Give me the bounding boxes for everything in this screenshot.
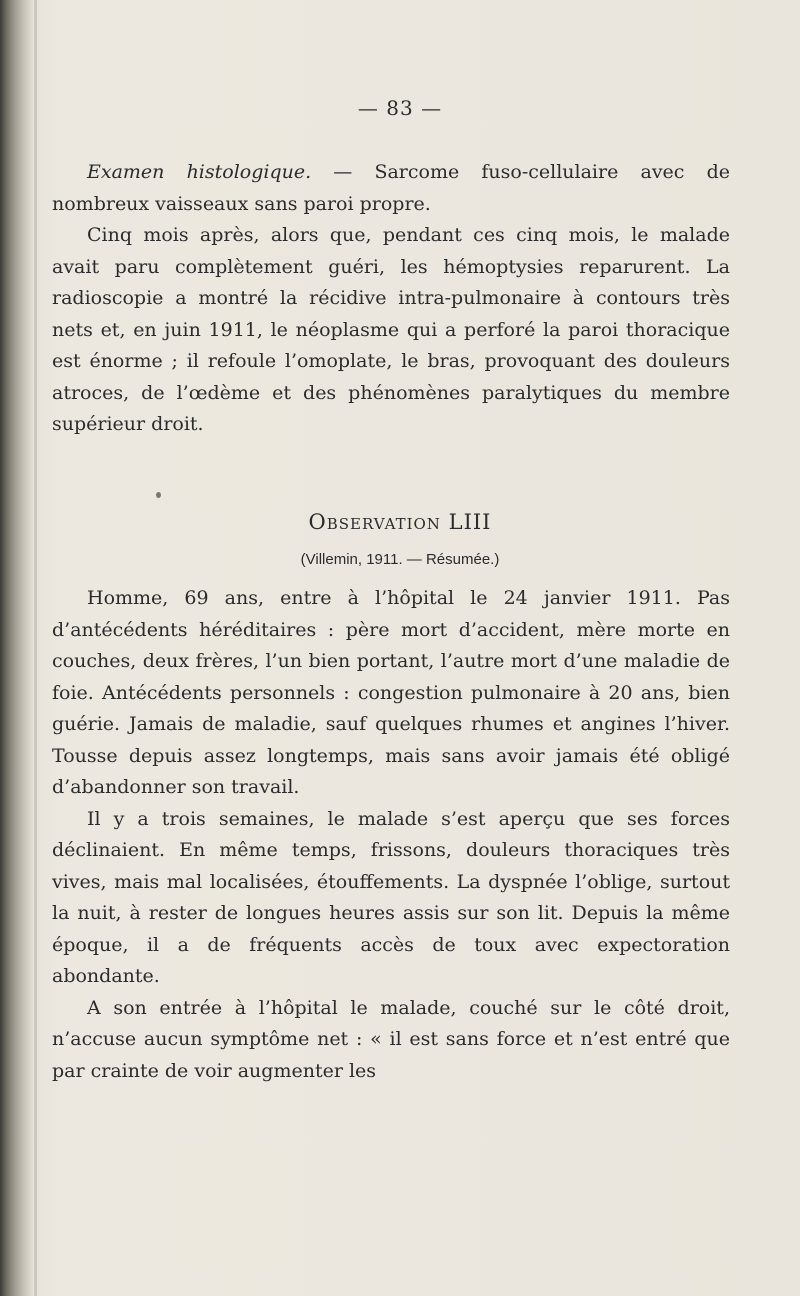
page-binding-shadow (0, 0, 34, 1296)
paragraph-text: — Sarcome fuso-cellulaire avec de nombreux vaisseaux sans paroi propre. (52, 161, 730, 215)
paragraph-histology (52, 157, 730, 220)
paragraph-admission: A son entrée à l’hôpital le malade, couché sur le côté droit, n’accuse aucun symptôme net : « il est sans force et n’est entré que par crainte de voir augmenter les (52, 996, 730, 1082)
paragraph-lead-italic: Examen histologique. (87, 161, 312, 183)
observation-number: LIII (448, 510, 492, 534)
observation-heading (0, 510, 800, 534)
paragraph-history: Homme, 69 ans, entre à l’hôpital le 24 janvier 1911. Pas d’antécédents héréditaires : père mort d’accident, mère morte en couches, deux frères, l’un bien portant, l’autre mort d’une maladie de foie. Antécédents personnels : congestion pulmonaire à 20 ans, bien guérie. Jamais de maladie, sauf quelques rhumes et angines l’hiver. Tousse depuis assez longtemps, mais sans avoir jamais été obligé d’abandonner son travail. (52, 587, 730, 798)
page-number: — 83 — (357, 96, 443, 120)
page-binding-edge (34, 0, 37, 1296)
paragraph-symptoms: Il y a trois semaines, le malade s’est aperçu que ses forces déclinaient. En même temps, frissons, douleurs thoraciques très vives, mais mal localisées, étouffements. La dyspnée l’oblige, surtout la nuit, à rester de longues heures assis sur son lit. Depuis la même époque, il a de fréquents accès de toux avec expectoration abondante. (52, 807, 730, 987)
observation-source: (Villemin, 1911. — Résumée.) (300, 551, 500, 568)
paragraph-recurrence: Cinq mois après, alors que, pendant ces cinq mois, le malade avait paru complètement guéri, les hémoptysies reparurent. La radioscopie a montré la récidive intra-pulmonaire à contours très nets et, en juin 1911, le néoplasme qui a perforé la paroi thoracique est énorme ; il refoule l’omoplate, le bras, provoquant des douleurs atroces, de l’œdème et des phénomènes paralytiques du membre supérieur droit. (52, 224, 730, 435)
observation-label: Observation (308, 510, 441, 534)
body-text-top (52, 157, 730, 441)
body-text-bottom (52, 583, 730, 1087)
paper-speck (156, 492, 161, 498)
